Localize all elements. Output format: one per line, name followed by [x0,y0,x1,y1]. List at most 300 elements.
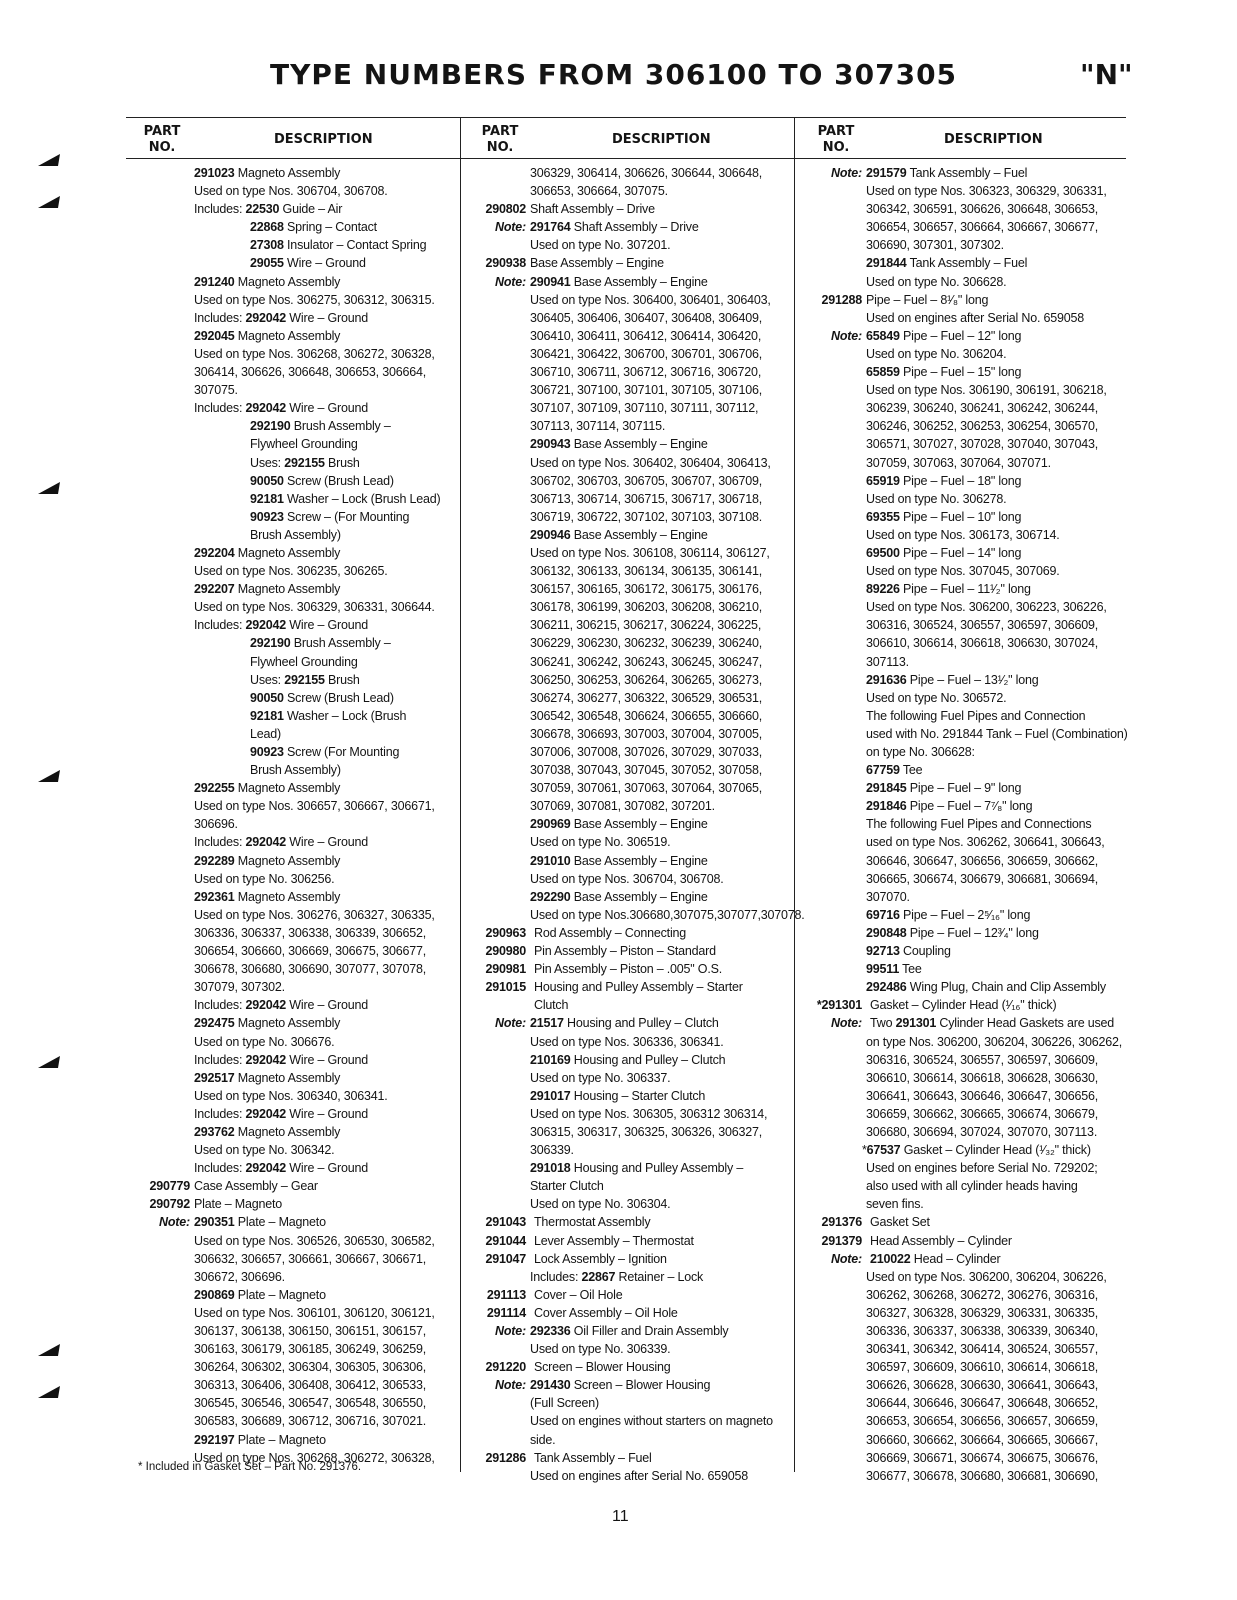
description-text: 306163, 306179, 306185, 306249, 306259, [194,1342,427,1357]
parts-line [130,689,458,707]
description-text: 292190 Brush Assembly – [250,636,391,651]
description-text: Rod Assembly – Connecting [534,925,687,940]
parts-line [802,1286,1136,1304]
parts-line [466,707,792,725]
parts-line [466,942,792,960]
description-text: Used on type No. 306256. [194,871,335,886]
description-text: 292197 Plate – Magneto [194,1432,326,1447]
parts-line [130,254,458,272]
part-number: 290981 [485,962,526,977]
description-text: Used on type No. 307201. [530,238,671,253]
description-text: Two 291301 Cylinder Head Gaskets are used [870,1016,1115,1031]
parts-line [130,761,458,779]
description-text: 291636 Pipe – Fuel – 13¹⁄₂" long [866,672,1039,687]
parts-line [802,779,1136,797]
description-text: 292336 Oil Filler and Drain Assembly [530,1324,729,1338]
parts-line [802,942,1136,960]
description-text: 99511 Tee [866,962,922,977]
parts-line [130,996,458,1014]
description-text: 306137, 306138, 306150, 306151, 306157, [194,1324,427,1338]
description-text: 306690, 307301, 307302. [866,238,1004,253]
description-text: Shaft Assembly – Drive [530,202,655,217]
parts-line [466,508,792,526]
description-text: Used on engines after Serial No. 659058 [530,1468,749,1483]
parts-line [466,1431,792,1449]
parts-line [466,1033,792,1051]
description-text: Includes: 292042 Wire – Ground [194,618,368,633]
parts-line [130,1069,458,1087]
description-text: Used on type No. 306628. [866,274,1007,289]
parts-line [130,218,458,236]
description-text: Used on type Nos. 306101, 306120, 306121, [194,1305,435,1320]
description-text: 306571, 307027, 307028, 307040, 307043, [866,437,1099,452]
part-number: 291376 [821,1215,862,1230]
part-number: 291288 [821,292,862,307]
parts-line [130,381,458,399]
description-text: 27308 Insulator – Contact Spring [250,238,427,253]
parts-line [130,236,458,254]
description-text: 292475 Magneto Assembly [194,1016,341,1031]
note-label: Note: [495,274,526,289]
description-text: Used on type Nos.306680,307075,307077,307078. [530,907,805,922]
description-text: 69500 Pipe – Fuel – 14" long [866,545,1022,560]
part-no-header: PART NO. [481,124,519,155]
parts-line [802,689,1136,707]
note-label: Note: [495,1016,526,1031]
parts-line [130,580,458,598]
part-number: 291286 [485,1450,526,1465]
description-text: 92713 Coupling [866,944,951,959]
parts-line [466,544,792,562]
description-text: 306696. [194,817,238,832]
parts-line [802,580,1136,598]
description-text: 306644, 306646, 306647, 306648, 306652, [866,1396,1099,1411]
parts-line [466,960,792,978]
description-text: 210169 Housing and Pulley – Clutch [530,1052,726,1067]
parts-line [466,399,792,417]
parts-line [466,1286,792,1304]
description-text: Brush Assembly) [250,763,341,778]
parts-line [466,1449,792,1467]
column-header-2 [470,124,790,158]
parts-line [130,182,458,200]
description-text: Used on type Nos. 306200, 306204, 306226, [866,1269,1107,1284]
parts-line [466,1105,792,1123]
parts-line [466,906,805,924]
parts-line [466,725,792,743]
note-label: Note: [831,328,862,343]
column-header-1 [132,124,458,158]
parts-line [466,870,792,888]
description-text: The following Fuel Pipes and Connections [866,817,1092,832]
description-text: 307113. [866,654,909,669]
description-text: 306654, 306660, 306669, 306675, 306677, [194,944,427,959]
parts-line [802,1250,1136,1268]
description-text: Tank Assembly – Fuel [534,1450,652,1465]
description-text: also used with all cylinder heads having [866,1179,1078,1194]
parts-line [130,942,458,960]
description-text: Plate – Magneto [194,1197,283,1212]
parts-line [802,1195,1136,1213]
description-text: Used on type Nos. 306276, 306327, 306335, [194,907,435,922]
description-text: 306545, 306546, 306547, 306548, 306550, [194,1396,427,1411]
parts-line [802,1213,1136,1231]
parts-line [130,1394,458,1412]
parts-line [802,960,1136,978]
description-text: 306316, 306524, 306557, 306597, 306609, [866,618,1099,633]
parts-line [802,309,1136,327]
description-text: 290969 Base Assembly – Engine [530,817,708,832]
description-text: Used on type Nos. 306108, 306114, 306127, [530,545,770,560]
description-text: 210022 Head – Cylinder [870,1251,1001,1266]
description-text: Used on type Nos. 306402, 306404, 306413, [530,455,771,470]
description-text: 306157, 306165, 306172, 306175, 306176, [530,582,763,597]
description-text: 306610, 306614, 306618, 306628, 306630, [866,1070,1099,1085]
parts-line [130,1431,458,1449]
description-text: 69355 Pipe – Fuel – 10" long [866,509,1022,524]
parts-line [466,761,792,779]
part-number: 290802 [485,202,526,217]
parts-line [802,544,1136,562]
description-text: 291240 Magneto Assembly [194,274,341,289]
description-text: 306178, 306199, 306203, 306208, 306210, [530,600,763,615]
description-text: Used on type Nos. 306305, 306312 306314, [530,1106,768,1121]
note-label: Note: [159,1215,190,1230]
parts-line [130,508,458,526]
description-header: DESCRIPTION [612,132,711,147]
column-divider-1 [460,117,461,1472]
parts-line [802,833,1136,851]
binder-hole-mark [38,196,60,209]
parts-line [466,1340,792,1358]
description-text: 90923 Screw (For Mounting [250,745,400,759]
description-text: 306211, 306215, 306217, 306224, 306225, [530,618,762,633]
parts-line [130,454,458,472]
description-text: 306132, 306133, 306134, 306135, 306141, [530,564,763,579]
part-no-header: PART NO. [143,124,181,155]
description-text: Used on type Nos. 306704, 306708. [194,184,388,199]
parts-line [130,888,458,906]
parts-line [802,1358,1136,1376]
parts-line [466,327,792,345]
parts-line [130,1123,458,1141]
parts-line [466,1087,792,1105]
description-text: 306246, 306252, 306253, 306254, 306570, [866,419,1099,434]
description-text: 290848 Pipe – Fuel – 12³⁄₄" long [866,925,1039,940]
parts-line [466,472,792,490]
parts-line [802,598,1136,616]
parts-line [130,1033,458,1051]
parts-line [466,1159,792,1177]
description-text: Used on engines without starters on magneto [530,1414,773,1429]
binder-hole-mark [38,1056,60,1069]
description-text: 306680, 306694, 307024, 307070, 307113. [866,1124,1098,1139]
parts-line [466,562,792,580]
parts-line [466,1412,792,1430]
note-label: Note: [831,1251,862,1266]
parts-line [130,1322,458,1340]
description-text: 306653, 306654, 306656, 306657, 306659, [866,1414,1099,1429]
description-text: Includes: 292042 Wire – Ground [194,998,368,1013]
parts-line [466,1467,792,1485]
parts-line [130,616,458,634]
description-text: 306659, 306662, 306665, 306674, 306679, [866,1106,1099,1121]
parts-line [130,273,458,291]
description-text: Pin Assembly – Piston – Standard [534,944,716,959]
part-number: 290792 [149,1197,190,1212]
description-text: Used on type Nos. 306268, 306272, 306328, [194,346,435,361]
parts-line [466,1304,792,1322]
description-text: 290351 Plate – Magneto [194,1215,326,1230]
description-text: Used on type No. 306337. [530,1070,671,1085]
description-text: 307038, 307043, 307045, 307052, 307058, [530,763,763,778]
parts-line [802,417,1136,435]
parts-line [466,218,792,236]
parts-line [130,852,458,870]
description-header: DESCRIPTION [274,132,373,147]
note-label: Note: [495,1378,526,1393]
parts-line [466,236,792,254]
parts-line [466,852,792,870]
parts-line [802,1014,1136,1032]
parts-line [466,888,792,906]
parts-line [130,526,458,544]
parts-line [802,634,1136,652]
parts-line [466,363,792,381]
parts-line [130,1105,458,1123]
description-text: Used on type Nos. 306340, 306341. [194,1088,388,1103]
parts-line [802,363,1136,381]
description-text: Cover – Oil Hole [534,1287,623,1302]
description-text: Uses: 292155 Brush [250,672,360,687]
parts-line [802,1141,1136,1159]
description-text: 306678, 306680, 306690, 307077, 307078, [194,962,427,977]
description-text: 306710, 306711, 306712, 306716, 306720, [530,365,762,380]
description-text: Used on type Nos. 306657, 306667, 306671, [194,799,435,814]
description-text: 306702, 306703, 306705, 306707, 306709, [530,473,763,488]
parts-line [802,1376,1136,1394]
description-text: Used on type Nos. 306173, 306714. [866,527,1060,542]
description-text: Head Assembly – Cylinder [870,1233,1012,1248]
parts-line [802,200,1136,218]
parts-line [130,1195,458,1213]
parts-line [466,1213,792,1231]
parts-line [466,671,792,689]
parts-line [130,671,458,689]
parts-line [130,309,458,327]
description-text: Used on type Nos. 306235, 306265. [194,564,388,579]
description-text: 29055 Wire – Ground [250,256,366,271]
description-text: 306239, 306240, 306241, 306242, 306244, [866,401,1099,416]
parts-line [466,254,792,272]
parts-line [802,870,1136,888]
parts-line [802,490,1136,508]
parts-line [466,1051,792,1069]
description-text: 290943 Base Assembly – Engine [530,437,708,452]
parts-line [802,182,1136,200]
description-text: 306669, 306671, 306674, 306675, 306676, [866,1450,1099,1465]
parts-line [130,1051,458,1069]
description-text: 90050 Screw (Brush Lead) [250,473,394,488]
description-text: 307107, 307109, 307110, 307111, 307112, [530,401,759,416]
description-text: side. [530,1432,556,1447]
parts-line [130,906,458,924]
parts-line [466,490,792,508]
description-text: Used on engines after Serial No. 659058 [866,310,1085,325]
parts-line [466,797,792,815]
description-text: 306719, 306722, 307102, 307103, 307108. [530,509,763,524]
description-text: Used on type Nos. 306526, 306530, 306582, [194,1233,435,1248]
description-text: 292517 Magneto Assembly [194,1070,341,1085]
description-text: The following Fuel Pipes and Connection [866,708,1086,723]
description-text: 292255 Magneto Assembly [194,781,341,796]
description-text: 307006, 307008, 307026, 307029, 307033, [530,745,763,759]
description-text: 291846 Pipe – Fuel – 7⁷⁄₈" long [866,799,1033,814]
description-text: Includes: 292042 Wire – Ground [194,1106,368,1121]
description-text: Used on type Nos. 306329, 306331, 306644. [194,600,435,615]
parts-line [802,924,1136,942]
part-number: 291220 [485,1360,526,1375]
parts-line [802,888,1136,906]
parts-line [466,653,792,671]
parts-line [802,1232,1136,1250]
description-text: Lock Assembly – Ignition [534,1251,667,1266]
parts-line [130,1232,458,1250]
description-text: 306632, 306657, 306661, 306667, 306671, [194,1251,427,1266]
parts-line [130,435,458,453]
description-text: 306665, 306674, 306679, 306681, 306694, [866,871,1099,886]
description-text: 306597, 306609, 306610, 306614, 306618, [866,1360,1099,1375]
description-text: 65849 Pipe – Fuel – 12" long [866,328,1022,343]
parts-line [802,327,1136,345]
description-text: 290941 Base Assembly – Engine [530,274,708,289]
parts-line [130,399,458,417]
part-no-header: PART NO. [817,124,855,155]
description-text: (Full Screen) [530,1396,599,1411]
parts-line [802,1123,1136,1141]
parts-line [466,978,792,996]
parts-line [802,1340,1136,1358]
description-text: 291017 Housing – Starter Clutch [530,1088,706,1103]
note-label: Note: [495,1324,526,1338]
parts-line [130,345,458,363]
part-number: 291114 [486,1305,526,1320]
parts-line [130,1250,458,1268]
parts-line [466,1177,792,1195]
description-text: 306583, 306689, 306712, 306716, 307021. [194,1414,427,1429]
parts-line [466,182,792,200]
parts-line [802,218,1136,236]
parts-line [802,273,1136,291]
description-text: Used on type No. 306339. [530,1342,671,1357]
parts-line [130,472,458,490]
parts-line [130,1412,458,1430]
column-divider-2 [794,117,795,1472]
parts-line [130,1014,458,1032]
description-text: Includes: 292042 Wire – Ground [194,1161,368,1176]
description-text: 92181 Washer – Lock (Brush [250,708,407,723]
parts-line [802,1449,1136,1467]
parts-line [466,345,792,363]
description-text: 291579 Tank Assembly – Fuel [866,166,1028,180]
description-text: 306329, 306414, 306626, 306644, 306648, [530,166,763,180]
parts-line [466,1123,792,1141]
description-text: 306542, 306548, 306624, 306655, 306660, [530,708,763,723]
description-text: 291430 Screen – Blower Housing [530,1378,711,1393]
description-text: 306677, 306678, 306680, 306681, 306690, [866,1468,1099,1483]
parts-line [466,164,792,182]
description-text: 306315, 306317, 306325, 306326, 306327, [530,1124,763,1139]
parts-line [466,200,792,218]
parts-line [466,1322,792,1340]
part-number: 291047 [485,1251,526,1266]
description-text: seven fins. [866,1197,924,1212]
parts-line [802,1467,1136,1485]
parts-line [130,924,458,942]
description-text: Brush Assembly) [250,527,341,542]
parts-line [130,725,458,743]
parts-line [130,1340,458,1358]
parts-line [466,815,792,833]
description-text: on type No. 306628: [866,745,975,759]
description-text: 292204 Magneto Assembly [194,545,341,560]
parts-line [466,996,792,1014]
parts-line [802,236,1136,254]
description-text: Used on type No. 306304. [530,1197,671,1212]
parts-line [130,1286,458,1304]
parts-line [802,254,1136,272]
description-text: 292190 Brush Assembly – [250,419,391,434]
description-text: Flywheel Grounding [250,437,358,452]
description-text: Pin Assembly – Piston – .005" O.S. [534,962,723,977]
description-text: Includes: 292042 Wire – Ground [194,401,368,416]
description-text: Base Assembly – Engine [530,256,664,271]
description-text: 306721, 307100, 307101, 307105, 307106, [530,383,763,398]
description-text: 306339. [530,1143,574,1158]
description-text: 291844 Tank Assembly – Fuel [866,256,1028,271]
description-text: 292486 Wing Plug, Chain and Clip Assembly [866,980,1106,995]
parts-line [130,1141,458,1159]
description-text: Used on engines before Serial No. 729202; [866,1161,1098,1176]
parts-line [802,454,1136,472]
description-text: 292361 Magneto Assembly [194,889,341,904]
parts-line [130,544,458,562]
parts-line [802,1268,1136,1286]
parts-line [466,1358,792,1376]
description-text: 306250, 306253, 306264, 306265, 306273, [530,672,763,687]
description-text: 307079, 307302. [194,980,285,995]
parts-line [802,1412,1136,1430]
parts-line [466,616,792,634]
header-top-rule [126,117,1126,118]
parts-line [130,743,458,761]
parts-line [466,1069,792,1087]
parts-line [802,1394,1136,1412]
parts-line [466,1014,792,1032]
parts-line [130,1159,458,1177]
description-text: Screen – Blower Housing [534,1360,671,1375]
description-text: 292290 Base Assembly – Engine [530,889,708,904]
description-text: Used on type Nos. 306704, 306708. [530,871,724,886]
parts-line [130,978,458,996]
parts-line [130,164,458,182]
parts-line [802,472,1136,490]
parts-line [130,1177,458,1195]
description-text: 307069, 307081, 307082, 307201. [530,799,715,814]
parts-line [130,1213,458,1231]
description-text: Includes: 22867 Retainer – Lock [530,1269,704,1284]
description-text: 290946 Base Assembly – Engine [530,527,708,542]
